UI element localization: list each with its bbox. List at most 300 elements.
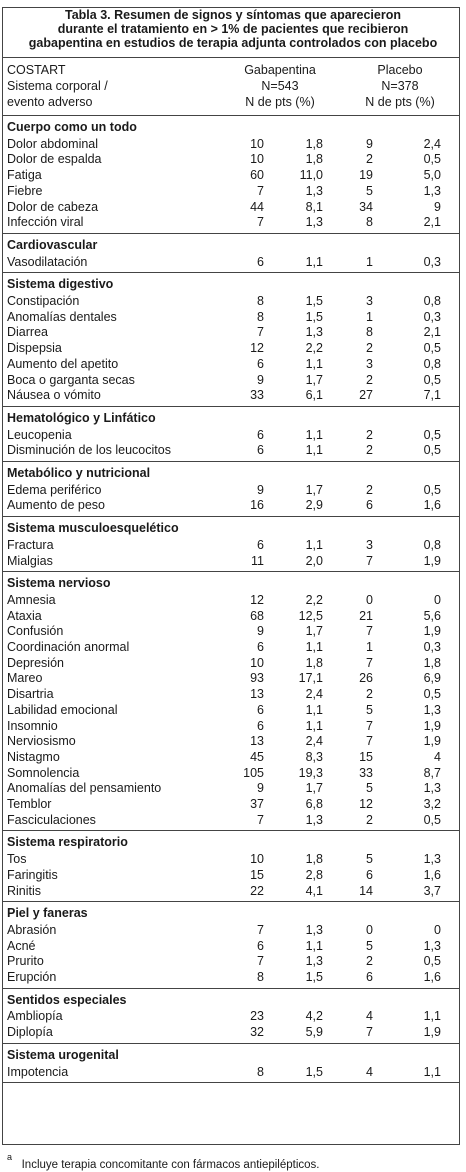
placebo-pct: 1,9	[423, 553, 441, 568]
event-name: Acné	[7, 938, 36, 953]
table-row	[0, 340, 466, 356]
gabapentina-pct: 6,8	[305, 797, 323, 811]
placebo-pct: 6,9	[423, 671, 441, 686]
placebo-pct: 0	[434, 592, 441, 607]
section-divider	[2, 233, 460, 234]
placebo-pct: 1,3	[423, 781, 441, 796]
table-row	[0, 183, 466, 199]
gabapentina-pct: 4,2	[305, 1009, 323, 1024]
gabapentina-pct: 1,8	[305, 852, 323, 867]
gabapentina-count: 9	[257, 624, 264, 639]
placebo-pct: 0	[434, 922, 441, 937]
placebo-count: 7	[366, 553, 373, 568]
gabapentina-count: 33	[250, 388, 264, 403]
placebo-pct: 1,6	[423, 970, 441, 984]
placebo-pct: 4	[434, 749, 441, 764]
placebo-pct: 1,9	[423, 1025, 441, 1040]
placebo-pct: 0,8	[423, 537, 441, 552]
gabapentina-pct: 1,5	[305, 309, 323, 324]
table-row	[0, 293, 466, 309]
gabapentina-count: 9	[257, 372, 264, 387]
placebo-count: 2	[366, 372, 373, 387]
placebo-count: 19	[359, 168, 373, 183]
placebo-pct: 5,6	[423, 608, 441, 623]
event-name: Ambliopía	[7, 1009, 63, 1024]
event-name: Abrasión	[7, 922, 57, 937]
header-gabapentina: Gabapentina	[244, 63, 316, 77]
gabapentina-count: 10	[250, 655, 264, 670]
event-name: Depresión	[7, 655, 64, 670]
event-name: Dolor abdominal	[7, 136, 99, 151]
section-divider	[2, 571, 460, 572]
table-row	[0, 812, 466, 828]
placebo-pct: 0,5	[423, 443, 441, 458]
table-row	[0, 254, 466, 270]
placebo-pct: 1,3	[423, 852, 441, 867]
gabapentina-pct: 2,2	[305, 592, 323, 607]
placebo-pct: 0,5	[423, 812, 441, 827]
gabapentina-pct: 12,5	[298, 608, 323, 623]
table-row	[0, 136, 466, 152]
placebo-pct: 1,9	[423, 734, 441, 749]
gabapentina-count: 44	[250, 199, 264, 214]
placebo-pct: 0,3	[423, 254, 441, 269]
gabapentina-pct: 1,1	[305, 718, 323, 733]
placebo-pct: 7,1	[423, 388, 441, 403]
placebo-count: 4	[366, 1009, 373, 1024]
placebo-count: 5	[366, 938, 373, 953]
gabapentina-pct: 2,0	[305, 553, 323, 568]
gabapentina-count: 6	[257, 537, 264, 552]
title-divider	[2, 57, 460, 58]
event-name: Nerviosismo	[7, 734, 76, 749]
gabapentina-pct: 1,1	[305, 356, 323, 371]
gabapentina-count: 8	[257, 294, 264, 308]
table-row	[0, 670, 466, 686]
placebo-count: 5	[366, 702, 373, 717]
table-row	[0, 356, 466, 372]
placebo-count: 1	[366, 309, 373, 324]
gabapentina-count: 37	[250, 797, 264, 811]
placebo-count: 4	[366, 1064, 373, 1079]
event-name: Diplopía	[7, 1025, 53, 1040]
placebo-pct: 0,3	[423, 640, 441, 654]
gabapentina-count: 10	[250, 152, 264, 167]
event-name: Vasodilatación	[7, 254, 88, 269]
gabapentina-pct: 1,7	[305, 372, 323, 387]
event-name: Dolor de espalda	[7, 152, 102, 167]
section-title: Sistema nervioso	[7, 576, 111, 591]
gabapentina-pct: 1,3	[305, 325, 323, 340]
section-title: Sistema respiratorio	[7, 835, 128, 850]
placebo-pct: 8,7	[423, 765, 441, 780]
gabapentina-count: 9	[257, 781, 264, 796]
placebo-count: 0	[366, 592, 373, 607]
table-row	[0, 309, 466, 325]
gabapentina-count: 10	[250, 136, 264, 151]
placebo-count: 3	[366, 356, 373, 371]
placebo-count: 14	[359, 883, 373, 898]
gabapentina-pct: 1,8	[305, 152, 323, 167]
placebo-pct: 2,4	[423, 136, 441, 151]
title-line: Tabla 3. Resumen de signos y síntomas que aparecieron	[65, 8, 401, 22]
placebo-count: 6	[366, 867, 373, 882]
gabapentina-pct: 1,1	[305, 702, 323, 717]
table-row	[0, 733, 466, 749]
placebo-count: 2	[366, 427, 373, 442]
event-name: Tos	[7, 852, 27, 867]
placebo-pct: 1,9	[423, 624, 441, 639]
header-costart: COSTART	[7, 63, 66, 77]
table-row	[0, 608, 466, 624]
gabapentina-count: 7	[257, 183, 264, 198]
table-row	[0, 718, 466, 734]
gabapentina-pct: 1,1	[305, 640, 323, 654]
table-row	[0, 537, 466, 553]
section-title: Sentidos especiales	[7, 992, 127, 1007]
placebo-count: 34	[359, 199, 373, 214]
gabapentina-pct: 11,0	[299, 168, 323, 183]
gabapentina-count: 105	[243, 765, 264, 780]
event-name: Constipación	[7, 294, 80, 308]
placebo-count: 2	[366, 341, 373, 356]
placebo-pct: 0,5	[423, 687, 441, 702]
table-row	[0, 553, 466, 569]
title-line: gabapentina en estudios de terapia adjunta controlados con placebo	[28, 36, 438, 50]
placebo-count: 2	[366, 954, 373, 969]
placebo-count: 7	[366, 718, 373, 733]
gabapentina-count: 93	[250, 671, 264, 686]
gabapentina-pct: 1,1	[305, 254, 323, 269]
placebo-count: 5	[366, 183, 373, 198]
placebo-pct: 0,5	[423, 954, 441, 969]
section-title: Cuerpo como un todo	[7, 120, 137, 134]
placebo-count: 12	[359, 797, 373, 811]
placebo-count: 21	[359, 608, 373, 623]
gabapentina-pct: 1,3	[305, 812, 323, 827]
table-row	[0, 167, 466, 183]
gabapentina-count: 7	[257, 954, 264, 969]
event-name: Aumento de peso	[7, 498, 105, 513]
placebo-pct: 1,1	[423, 1009, 441, 1024]
event-name: Somnolencia	[7, 765, 80, 780]
section-title: Sistema urogenital	[7, 1047, 119, 1062]
section-divider	[2, 901, 460, 902]
table-row	[0, 1064, 466, 1080]
gabapentina-pct: 1,3	[305, 922, 323, 937]
event-name: Náusea o vómito	[7, 388, 101, 403]
gabapentina-pct: 17,1	[298, 671, 323, 686]
placebo-pct: 0,8	[423, 356, 441, 371]
table-row	[0, 427, 466, 443]
gabapentina-pct: 1,7	[305, 781, 323, 796]
event-name: Prurito	[7, 954, 44, 969]
gabapentina-count: 16	[250, 498, 264, 513]
gabapentina-pct: 1,7	[305, 482, 323, 497]
gabapentina-pct: 8,3	[305, 749, 323, 764]
section-title: Cardiovascular	[7, 237, 98, 252]
gabapentina-pct: 1,1	[305, 537, 323, 552]
gabapentina-pct: 2,4	[305, 734, 323, 749]
table-row	[0, 702, 466, 718]
table-row	[0, 922, 466, 938]
section-divider	[2, 830, 460, 831]
placebo-pct: 1,3	[423, 938, 441, 953]
footnote	[7, 1153, 320, 1172]
placebo-pct: 0,8	[423, 294, 441, 308]
gabapentina-count: 22	[250, 883, 264, 898]
placebo-pct: 0,3	[423, 309, 441, 324]
event-name: Leucopenia	[7, 427, 72, 442]
table-row	[0, 324, 466, 340]
placebo-pct: 1,9	[423, 718, 441, 733]
placebo-pct: 2,1	[423, 215, 441, 230]
gabapentina-pct: 2,4	[305, 687, 323, 702]
placebo-count: 7	[366, 655, 373, 670]
placebo-count: 2	[366, 482, 373, 497]
event-name: Dolor de cabeza	[7, 199, 99, 214]
table-row	[0, 1024, 466, 1040]
table-row	[0, 1008, 466, 1024]
gabapentina-count: 6	[257, 443, 264, 458]
table-row	[0, 796, 466, 812]
event-name: Nistagmo	[7, 749, 60, 764]
gabapentina-count: 7	[257, 812, 264, 827]
gabapentina-count: 9	[257, 482, 264, 497]
header-placebo-units: N de pts (%)	[365, 95, 435, 109]
table-row	[0, 214, 466, 230]
table-row	[0, 592, 466, 608]
event-name: Confusión	[7, 624, 64, 639]
header-body-system: Sistema corporal /	[7, 79, 108, 93]
gabapentina-count: 10	[250, 852, 264, 867]
event-name: Temblor	[7, 797, 52, 811]
table-row	[0, 883, 466, 899]
event-name: Labilidad emocional	[7, 702, 118, 717]
gabapentina-pct: 6,1	[305, 388, 323, 403]
placebo-count: 3	[366, 537, 373, 552]
table-row	[0, 867, 466, 883]
table-row	[0, 151, 466, 167]
event-name: Fasciculaciones	[7, 812, 96, 827]
placebo-pct: 0,5	[423, 152, 441, 167]
gabapentina-pct: 1,5	[305, 1064, 323, 1079]
gabapentina-pct: 1,1	[305, 427, 323, 442]
event-name: Fractura	[7, 537, 54, 552]
event-name: Mialgias	[7, 553, 53, 568]
placebo-count: 1	[366, 640, 373, 654]
gabapentina-pct: 1,3	[305, 215, 323, 230]
section-title: Piel y faneras	[7, 906, 88, 921]
placebo-pct: 5,0	[423, 168, 441, 183]
event-name: Rinitis	[7, 883, 42, 898]
placebo-count: 2	[366, 687, 373, 702]
table-row	[0, 765, 466, 781]
placebo-pct: 1,3	[423, 183, 441, 198]
gabapentina-pct: 8,1	[305, 199, 323, 214]
gabapentina-count: 32	[250, 1025, 264, 1040]
gabapentina-count: 12	[250, 592, 264, 607]
section-divider	[2, 516, 460, 517]
gabapentina-count: 6	[257, 718, 264, 733]
placebo-count: 8	[366, 325, 373, 340]
placebo-count: 7	[366, 1025, 373, 1040]
header-gabapentina-units: N de pts (%)	[245, 95, 315, 109]
table-row	[0, 442, 466, 458]
event-name: Amnesia	[7, 592, 56, 607]
table-row	[0, 623, 466, 639]
gabapentina-pct: 2,8	[305, 867, 323, 882]
gabapentina-count: 6	[257, 702, 264, 717]
gabapentina-count: 7	[257, 922, 264, 937]
table-row	[0, 497, 466, 513]
gabapentina-count: 11	[251, 553, 264, 568]
placebo-pct: 9	[434, 199, 441, 214]
placebo-count: 7	[366, 734, 373, 749]
section-divider	[2, 115, 460, 116]
gabapentina-pct: 1,8	[305, 655, 323, 670]
footnote-text: Incluye terapia concomitante con fármacos antiepilépticos.	[21, 1158, 320, 1171]
event-name: Boca o garganta secas	[7, 372, 135, 387]
event-name: Aumento del apetito	[7, 356, 119, 371]
section-title: Sistema digestivo	[7, 277, 114, 292]
gabapentina-pct: 1,8	[305, 136, 323, 151]
gabapentina-pct: 2,2	[305, 341, 323, 356]
placebo-count: 3	[366, 294, 373, 308]
table-row	[0, 969, 466, 985]
gabapentina-count: 6	[257, 640, 264, 654]
gabapentina-pct: 4,1	[305, 883, 323, 898]
footnote-mark: a	[7, 1152, 13, 1162]
placebo-count: 8	[366, 215, 373, 230]
section-title: Hematológico y Linfático	[7, 410, 156, 425]
title-line: durante el tratamiento en > 1% de pacientes que recibieron	[57, 22, 409, 36]
placebo-pct: 1,6	[423, 867, 441, 882]
placebo-count: 33	[359, 765, 373, 780]
gabapentina-count: 7	[257, 215, 264, 230]
event-name: Infección viral	[7, 215, 84, 230]
gabapentina-count: 12	[250, 341, 264, 356]
event-name: Ataxia	[7, 608, 42, 623]
event-name: Diarrea	[7, 325, 48, 340]
placebo-pct: 3,2	[423, 797, 441, 811]
section-divider	[2, 1043, 460, 1044]
event-name: Fatiga	[7, 168, 42, 183]
table-row	[0, 851, 466, 867]
table-row	[0, 199, 466, 215]
gabapentina-count: 6	[257, 356, 264, 371]
table-row	[0, 686, 466, 702]
section-title: Metabólico y nutricional	[7, 466, 151, 480]
header-placebo: Placebo	[377, 63, 423, 77]
gabapentina-count: 8	[257, 1064, 264, 1079]
placebo-count: 26	[359, 671, 373, 686]
event-name: Faringitis	[7, 867, 58, 882]
table-row	[0, 780, 466, 796]
gabapentina-count: 6	[257, 938, 264, 953]
event-name: Erupción	[7, 970, 57, 984]
placebo-pct: 0,5	[423, 372, 441, 387]
header-adverse-event: evento adverso	[7, 95, 93, 109]
placebo-count: 1	[366, 254, 373, 269]
header-gabapentina-n: N=543	[261, 79, 299, 93]
event-name: Mareo	[7, 671, 43, 686]
table-row	[0, 749, 466, 765]
placebo-count: 5	[366, 781, 373, 796]
placebo-count: 27	[359, 388, 373, 403]
gabapentina-pct: 1,7	[305, 624, 323, 639]
gabapentina-count: 6	[257, 254, 264, 269]
section-divider	[2, 406, 460, 407]
event-name: Dispepsia	[7, 341, 62, 356]
section-divider	[2, 272, 460, 273]
placebo-count: 6	[366, 498, 373, 513]
placebo-count: 9	[366, 136, 373, 151]
gabapentina-count: 60	[250, 168, 264, 183]
placebo-pct: 1,6	[423, 498, 441, 513]
gabapentina-count: 8	[257, 309, 264, 324]
gabapentina-pct: 1,1	[305, 938, 323, 953]
gabapentina-pct: 1,5	[305, 294, 323, 308]
gabapentina-pct: 2,9	[305, 498, 323, 513]
gabapentina-pct: 1,5	[305, 970, 323, 984]
placebo-count: 2	[366, 812, 373, 827]
placebo-pct: 1,1	[423, 1064, 441, 1079]
event-name: Edema periférico	[7, 482, 102, 497]
placebo-pct: 1,3	[423, 702, 441, 717]
event-name: Insomnio	[7, 718, 58, 733]
placebo-count: 15	[359, 749, 373, 764]
table-row	[0, 655, 466, 671]
table-row	[0, 953, 466, 969]
placebo-count: 2	[366, 152, 373, 167]
placebo-count: 7	[366, 624, 373, 639]
gabapentina-count: 15	[250, 867, 264, 882]
placebo-pct: 0,5	[423, 427, 441, 442]
gabapentina-pct: 1,1	[305, 443, 323, 458]
gabapentina-count: 13	[250, 687, 264, 702]
section-divider	[2, 988, 460, 989]
event-name: Disartria	[7, 687, 54, 702]
gabapentina-count: 8	[257, 970, 264, 984]
gabapentina-count: 23	[250, 1009, 264, 1024]
placebo-pct: 1,8	[423, 655, 441, 670]
gabapentina-pct: 1,3	[305, 954, 323, 969]
event-name: Anomalías del pensamiento	[7, 781, 162, 796]
table-row	[0, 482, 466, 498]
header-placebo-n: N=378	[381, 79, 419, 93]
event-name: Fiebre	[7, 183, 43, 198]
table-row	[0, 938, 466, 954]
event-name: Impotencia	[7, 1064, 69, 1079]
placebo-pct: 2,1	[423, 325, 441, 340]
event-name: Anomalías dentales	[7, 309, 117, 324]
placebo-count: 2	[366, 443, 373, 458]
table-row	[0, 639, 466, 655]
table-title	[0, 8, 466, 50]
footnote-divider	[2, 1082, 460, 1083]
placebo-count: 0	[366, 922, 373, 937]
section-title: Sistema musculoesquelético	[7, 521, 179, 536]
placebo-pct: 0,5	[423, 482, 441, 497]
gabapentina-pct: 5,9	[305, 1025, 323, 1040]
gabapentina-count: 45	[250, 749, 264, 764]
table-row	[0, 387, 466, 403]
event-name: Coordinación anormal	[7, 640, 130, 654]
table-row	[0, 372, 466, 388]
section-divider	[2, 461, 460, 462]
placebo-count: 6	[366, 970, 373, 984]
